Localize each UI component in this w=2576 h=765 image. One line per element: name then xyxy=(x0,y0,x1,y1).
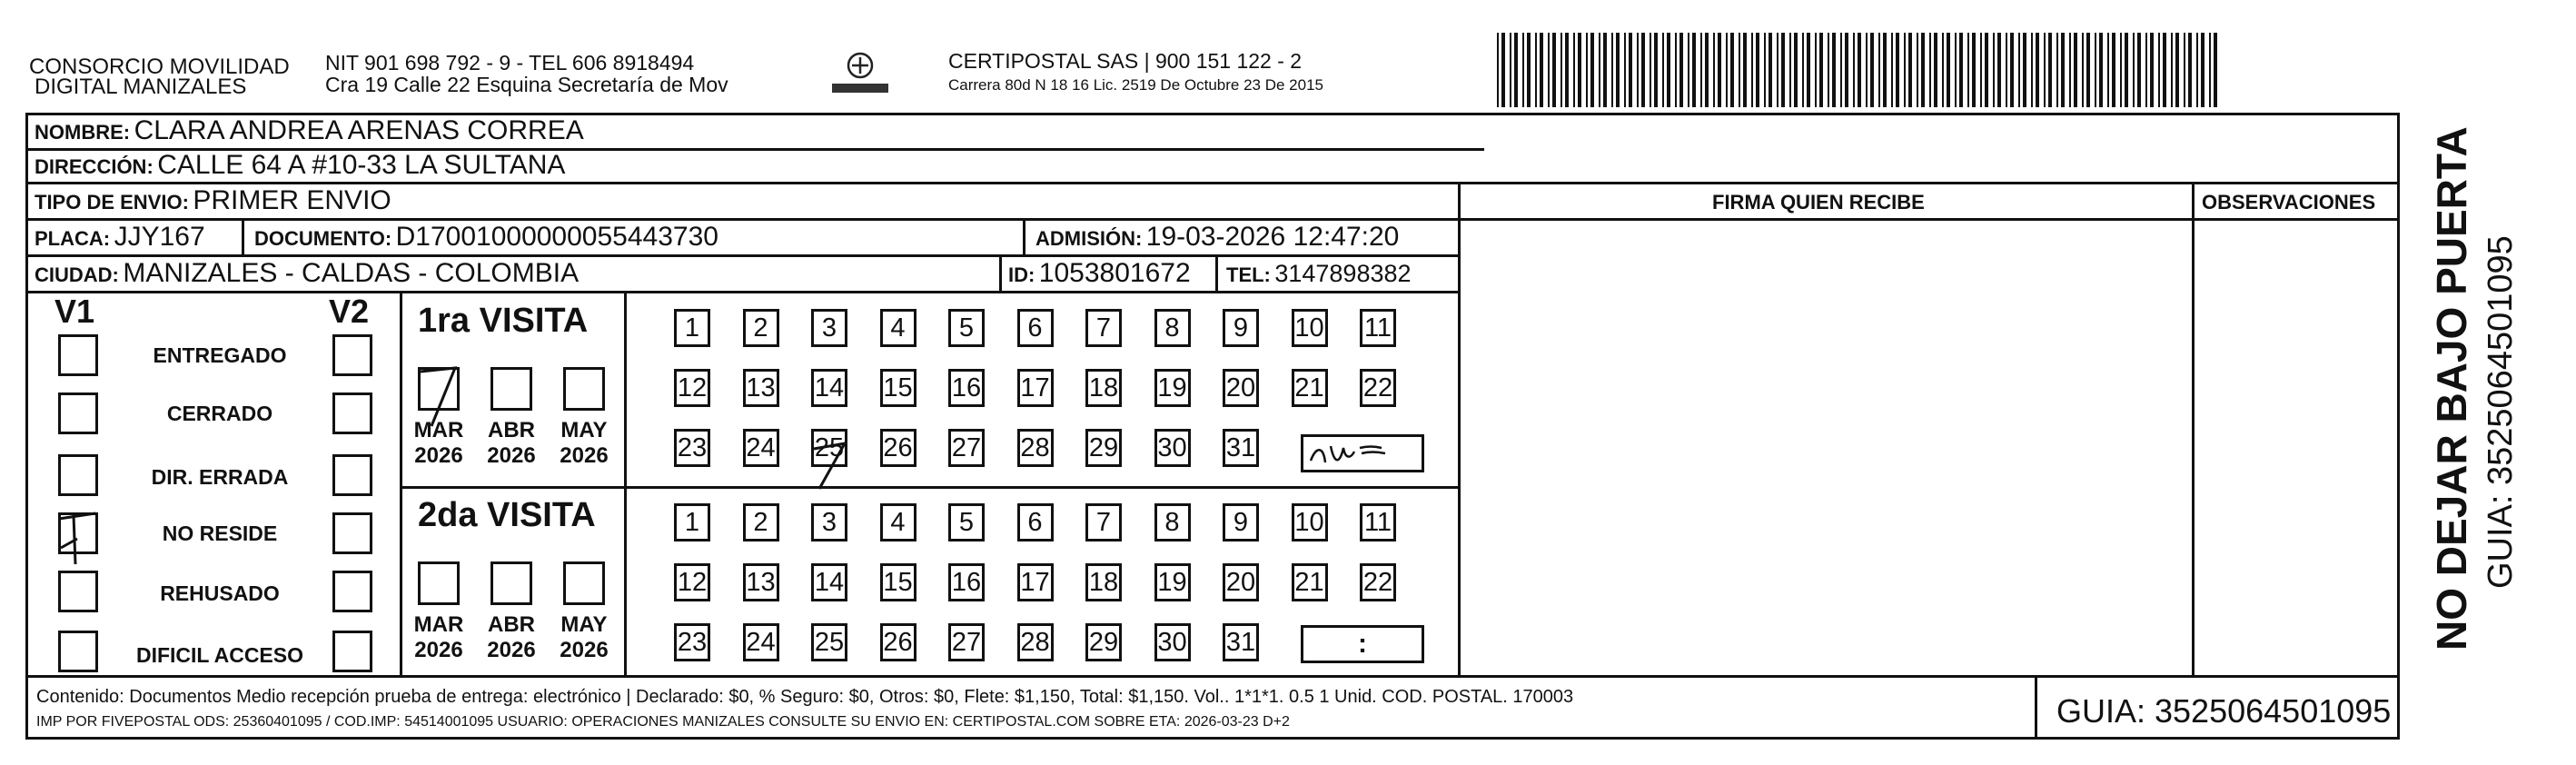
second-visit-month-box-may[interactable] xyxy=(563,561,605,605)
option-dificil-acceso: DIFICIL ACCESO xyxy=(135,643,303,667)
id-value: 1053801672 xyxy=(1038,258,1191,288)
first-visit-day-23[interactable]: 23 xyxy=(674,429,710,467)
second-visit-day-27[interactable]: 27 xyxy=(948,623,985,661)
v1-checkbox-no-reside[interactable] xyxy=(58,512,98,554)
first-visit-day-27[interactable]: 27 xyxy=(948,429,985,467)
first-visit-day-30[interactable]: 30 xyxy=(1154,429,1191,467)
second-visit-day-13[interactable]: 13 xyxy=(743,563,779,601)
direccion-label: DIRECCIÓN: xyxy=(35,155,154,178)
observaciones-header: OBSERVACIONES xyxy=(2202,191,2376,214)
side-guia: GUIA: 3525064501095 xyxy=(2482,235,2520,589)
placa-label: PLACA: xyxy=(35,227,111,250)
carrier-address: Carrera 80d N 18 16 Lic. 2519 De Octubre 23 De 2015 xyxy=(948,76,1323,94)
first-visit-day-6[interactable]: 6 xyxy=(1017,309,1054,347)
signature-area[interactable] xyxy=(1461,221,2192,675)
first-visit-day-21[interactable]: 21 xyxy=(1292,369,1328,407)
v2-checkbox-dir-errada[interactable] xyxy=(332,454,372,496)
nit-line: NIT 901 698 792 - 9 - TEL 606 8918494 xyxy=(325,51,695,75)
v2-checkbox-rehusado[interactable] xyxy=(332,571,372,612)
first-visit-month-may: MAY 2026 xyxy=(560,418,609,468)
observations-area[interactable] xyxy=(2195,221,2400,675)
direccion-value: CALLE 64 A #10-33 LA SULTANA xyxy=(157,150,566,180)
v1-checkbox-dir-errada[interactable] xyxy=(58,454,98,496)
admision-row xyxy=(1035,222,1399,253)
placa-value: JJY167 xyxy=(114,222,205,252)
placa-row xyxy=(35,222,205,253)
v2-checkbox-dificil-acceso[interactable] xyxy=(332,631,372,672)
second-visit-month-abr: ABR 2026 xyxy=(487,612,536,662)
nombre-row xyxy=(35,115,584,146)
firma-quien-recibe-header: FIRMA QUIEN RECIBE xyxy=(1712,191,1925,214)
admision-value: 19-03-2026 12:47:20 xyxy=(1145,222,1400,252)
second-visit-day-26[interactable]: 26 xyxy=(880,623,916,661)
second-visit-day-29[interactable]: 29 xyxy=(1085,623,1122,661)
first-visit-day-26[interactable]: 26 xyxy=(880,429,916,467)
option-rehusado: REHUSADO xyxy=(160,581,280,605)
nombre-label: NOMBRE: xyxy=(35,121,131,144)
first-visit-day-17[interactable]: 17 xyxy=(1017,369,1054,407)
first-visit-day-1[interactable]: 1 xyxy=(674,309,710,347)
first-visit-day-14[interactable]: 14 xyxy=(811,369,847,407)
side-text xyxy=(2407,109,2552,654)
second-visit-month-box-abr[interactable] xyxy=(490,561,532,605)
second-visit-day-2[interactable]: 2 xyxy=(743,503,779,541)
first-visit-day-7[interactable]: 7 xyxy=(1085,309,1122,347)
company-name-line1: CONSORCIO MOVILIDAD xyxy=(29,55,290,79)
v2-checkbox-no-reside[interactable] xyxy=(332,512,372,554)
barcode-icon xyxy=(1497,33,2224,107)
option-no-reside: NO RESIDE xyxy=(162,522,278,545)
admision-label: ADMISIÓN: xyxy=(1035,227,1143,250)
second-visit-day-20[interactable]: 20 xyxy=(1223,563,1259,601)
v2-checkbox-entregado[interactable] xyxy=(332,334,372,376)
second-visit-day-24[interactable]: 24 xyxy=(743,623,779,661)
second-visit-day-1[interactable]: 1 xyxy=(674,503,710,541)
checkmark-icon xyxy=(55,512,95,566)
ciudad-row xyxy=(35,258,579,289)
carrier-line: CERTIPOSTAL SAS | 900 151 122 - 2 xyxy=(948,49,1303,73)
handwritten-time-icon xyxy=(1303,437,1422,470)
tipo-row xyxy=(35,185,391,216)
second-visit-day-10[interactable]: 10 xyxy=(1292,503,1328,541)
documento-label: DOCUMENTO: xyxy=(254,227,392,250)
second-visit-day-22[interactable]: 22 xyxy=(1360,563,1396,601)
first-visit-day-3[interactable]: 3 xyxy=(811,309,847,347)
second-visit-month-may: MAY 2026 xyxy=(560,612,609,662)
first-visit-day-4[interactable]: 4 xyxy=(880,309,916,347)
second-visit-day-4[interactable]: 4 xyxy=(880,503,916,541)
second-visit-day-18[interactable]: 18 xyxy=(1085,563,1122,601)
footer-contents-line: Contenido: Documentos Medio recepción prueba de entrega: electrónico | Declarado: $0, % Seguro: $0, Otros: $0, Flete: $1,150, Total: $1,150. Vol.. 1*1*1. 0.5 1 Unid. COD. POSTAL. 170003 xyxy=(36,687,1574,707)
second-visit-day-7[interactable]: 7 xyxy=(1085,503,1122,541)
first-visit-day-10[interactable]: 10 xyxy=(1292,309,1328,347)
first-visit-day-8[interactable]: 8 xyxy=(1154,309,1191,347)
tipo-label: TIPO DE ENVIO: xyxy=(35,191,189,214)
option-dir-errada: DIR. ERRADA xyxy=(151,465,289,489)
first-visit-day-16[interactable]: 16 xyxy=(948,369,985,407)
v2-checkbox-cerrado[interactable] xyxy=(332,392,372,434)
first-visit-day-5[interactable]: 5 xyxy=(948,309,985,347)
first-visit-month-box-mar[interactable] xyxy=(418,367,460,411)
second-visit-day-12[interactable]: 12 xyxy=(674,563,710,601)
v2-header: V2 xyxy=(329,293,370,330)
second-visit-day-28[interactable]: 28 xyxy=(1017,623,1054,661)
second-visit-day-31[interactable]: 31 xyxy=(1223,623,1259,661)
id-row xyxy=(1008,258,1191,289)
tel-row xyxy=(1226,260,1412,288)
address-line: Cra 19 Calle 22 Esquina Secretaría de Mov xyxy=(325,73,728,96)
second-visit-time-box[interactable] xyxy=(1301,625,1424,663)
second-visit-day-16[interactable]: 16 xyxy=(948,563,985,601)
option-entregado: ENTREGADO xyxy=(153,343,287,367)
first-visit-day-31[interactable]: 31 xyxy=(1223,429,1259,467)
footer-imp-line: IMP POR FIVEPOSTAL ODS: 25360401095 / COD.IMP: 54514001095 USUARIO: OPERACIONES MANIZALES CONSULTE SU ENVIO EN: CERTIPOSTAL.COM SOBRE ETA: 2026-03-23 D+2 xyxy=(36,714,1290,730)
second-visit-day-23[interactable]: 23 xyxy=(674,623,710,661)
first-visit-day-24[interactable]: 24 xyxy=(743,429,779,467)
second-visit-day-5[interactable]: 5 xyxy=(948,503,985,541)
id-label: ID: xyxy=(1008,263,1035,286)
barcode xyxy=(1497,33,2224,107)
first-visit-day-29[interactable]: 29 xyxy=(1085,429,1122,467)
handwritten-mark-25-icon xyxy=(814,440,850,485)
first-visit-day-2[interactable]: 2 xyxy=(743,309,779,347)
v1-checkbox-cerrado[interactable] xyxy=(58,392,98,434)
first-visit-day-15[interactable]: 15 xyxy=(880,369,916,407)
second-visit-day-19[interactable]: 19 xyxy=(1154,563,1191,601)
first-visit-day-25[interactable]: 25 xyxy=(811,429,847,467)
handwritten-seven-icon xyxy=(419,366,464,421)
second-visit-day-3[interactable]: 3 xyxy=(811,503,847,541)
ciudad-value: MANIZALES - CALDAS - COLOMBIA xyxy=(123,258,580,288)
ciudad-label: CIUDAD: xyxy=(35,263,119,286)
first-visit-day-12[interactable]: 12 xyxy=(674,369,710,407)
first-visit-time-box[interactable] xyxy=(1301,434,1424,472)
tel-label: TEL: xyxy=(1226,263,1271,286)
v1-header: V1 xyxy=(54,293,95,330)
certipostal-logo-icon xyxy=(828,47,892,100)
first-visit-day-13[interactable]: 13 xyxy=(743,369,779,407)
second-visit-day-17[interactable]: 17 xyxy=(1017,563,1054,601)
v1-checkbox-entregado[interactable] xyxy=(58,334,98,376)
time-placeholder: : xyxy=(1358,629,1367,659)
first-visit-day-9[interactable]: 9 xyxy=(1223,309,1259,347)
second-visit-title: 2da VISITA xyxy=(418,496,596,534)
footer-guia: GUIA: 3525064501095 xyxy=(2056,692,2392,730)
documento-row xyxy=(254,222,718,253)
company-name-line2: DIGITAL MANIZALES xyxy=(35,75,247,99)
nombre-value: CLARA ANDREA ARENAS CORREA xyxy=(134,115,584,145)
v1-checkbox-rehusado[interactable] xyxy=(58,571,98,612)
second-visit-day-25[interactable]: 25 xyxy=(811,623,847,661)
first-visit-day-18[interactable]: 18 xyxy=(1085,369,1122,407)
first-visit-month-abr: ABR 2026 xyxy=(487,418,536,468)
first-visit-day-28[interactable]: 28 xyxy=(1017,429,1054,467)
second-visit-day-6[interactable]: 6 xyxy=(1017,503,1054,541)
tel-value: 3147898382 xyxy=(1274,260,1412,287)
first-visit-month-box-abr[interactable] xyxy=(490,367,532,411)
first-visit-month-box-may[interactable] xyxy=(563,367,605,411)
option-cerrado: CERRADO xyxy=(166,402,273,425)
first-visit-month-mar: MAR 2026 xyxy=(413,418,464,468)
tipo-value: PRIMER ENVIO xyxy=(193,185,391,215)
first-visit-title: 1ra VISITA xyxy=(418,302,589,340)
first-visit-day-20[interactable]: 20 xyxy=(1223,369,1259,407)
second-visit-day-21[interactable]: 21 xyxy=(1292,563,1328,601)
certipostal-logo xyxy=(828,47,892,100)
first-visit-day-19[interactable]: 19 xyxy=(1154,369,1191,407)
first-visit-day-11[interactable]: 11 xyxy=(1360,309,1396,347)
first-visit-day-22[interactable]: 22 xyxy=(1360,369,1396,407)
v1-checkbox-dificil-acceso[interactable] xyxy=(58,631,98,672)
documento-value: D17001000000055443730 xyxy=(395,222,718,252)
second-visit-day-15[interactable]: 15 xyxy=(880,563,916,601)
second-visit-month-box-mar[interactable] xyxy=(418,561,460,605)
second-visit-day-9[interactable]: 9 xyxy=(1223,503,1259,541)
no-dejar-bajo-puerta: NO DEJAR BAJO PUERTA xyxy=(2428,126,2475,651)
second-visit-day-8[interactable]: 8 xyxy=(1154,503,1191,541)
direccion-row xyxy=(35,150,565,181)
second-visit-day-11[interactable]: 11 xyxy=(1360,503,1396,541)
second-visit-day-30[interactable]: 30 xyxy=(1154,623,1191,661)
second-visit-month-mar: MAR 2026 xyxy=(413,612,464,662)
second-visit-day-14[interactable]: 14 xyxy=(811,563,847,601)
